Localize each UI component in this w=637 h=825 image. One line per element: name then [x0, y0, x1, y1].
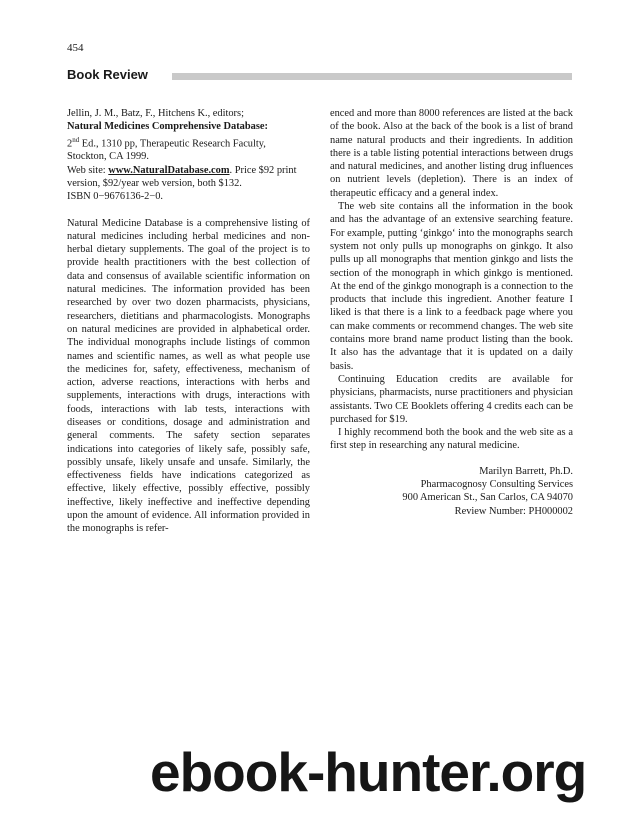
body-paragraph-1: Natural Medicine Database is a comprehensive listing of natural medicines including herbal medicines and non-herbal dietary supplements. The goal of the project is to provide health practitioners with the best collection of data and consensus of available scientific information on natural medicines. The information provided has been researched by over two dozen pharmacists, physicians, researchers, dietitians and pharmacologists. Monographs on natural medicines are provided in alphabetical order. The individual monographs include listings of common names and scientific names, as well as what people use the medicines for, safety, effectiveness, mechanism of action, adverse reactions, interactions with herbs and supplements, interactions with drugs, interactions with foods, interactions with lab tests, interactions with diseases or conditions, dosage and administration and general comments. The safety section separates indications into categories of likely safe, possibly safe, possibly unsafe, likely unsafe and unsafe. Similarly, the effectiveness fields have indications categorized as effective, likely effective, possibly effective, possibly ineffective, likely ineffective and ineffective depending upon the amount of evidence. All information provided in the monographs is refer- [67, 217, 310, 535]
citation-edition-rest: Ed., 1310 pp, Therapeutic Research Faculty, [79, 138, 266, 150]
website-link[interactable]: www.NaturalDatabase.com [108, 164, 230, 176]
body-paragraph-4: I highly recommend both the book and the web site as a first step in researching any natural medicine. [330, 427, 573, 452]
header-rule [172, 73, 572, 80]
body-paragraph-2: The web site contains all the information in the book and has the advantage of an extensive searching feature. For example, putting ‘ginkgo‘ into the monographs search system not only pulls up monographs on ginkgo. It also pulls up all monographs that mention ginkgo and lists the section of the monograph in which ginkgo is mentioned. At the end of the ginkgo monograph is a connection to the products that include this ingredient. Another feature I liked is that there is a link to a feedback page where you can make comments or recommend changes. The web site contains more brand name product listing than the book. It also has the advantage that it is updated on a daily basis. [330, 201, 573, 372]
citation-web-prefix: Web site: [67, 164, 109, 176]
citation-edition [67, 134, 310, 151]
citation-title: Natural Medicines Comprehensive Database: [67, 121, 268, 133]
citation-authors: Jellin, J. M., Batz, F., Hitchens K., editors; [67, 108, 244, 119]
citation-price-2: version, $92/year web version, both $132. [67, 177, 242, 189]
right-column [330, 107, 573, 518]
left-column [67, 107, 310, 536]
reviewer-organization: Pharmacognosy Consulting Services [420, 479, 573, 491]
citation-location: Stockton, CA 1999. [67, 151, 149, 163]
reviewer-signature [330, 465, 573, 518]
reviewer-address: 900 American St., San Carlos, CA 94070 [402, 492, 573, 504]
citation-isbn: ISBN 0−9676136-2−0. [67, 191, 164, 203]
citation-price-1: . Price $92 print [229, 164, 297, 176]
page-number: 454 [67, 42, 84, 54]
section-title: Book Review [67, 67, 148, 82]
reviewer-name: Marilyn Barrett, Ph.D. [479, 465, 573, 477]
body-paragraph-3: Continuing Education credits are available for physicians, pharmacists, nurse practitioners and physician assistants. Two CE Booklets offering 4 credits each can be purchased for $19. [330, 373, 574, 425]
watermark: ebook-hunter.org [150, 741, 587, 803]
review-number: Review Number: PH000002 [454, 505, 573, 517]
book-citation [67, 107, 310, 204]
section-header [67, 67, 572, 83]
citation-web [67, 164, 310, 177]
citation-edition-suffix: nd [72, 135, 80, 144]
citation-edition-number: 2 [67, 138, 73, 150]
body-paragraph-1-continued: enced and more than 8000 references are listed at the back of the book. Also at the back of the book is a list of brand name natural products and their ingredients. In addition there is a table listing potential interactions between drugs and natural medicines, and another listing drug influences on nutrient levels (depletion). There is an index of therapeutic efficacy and a general index. [330, 108, 573, 199]
